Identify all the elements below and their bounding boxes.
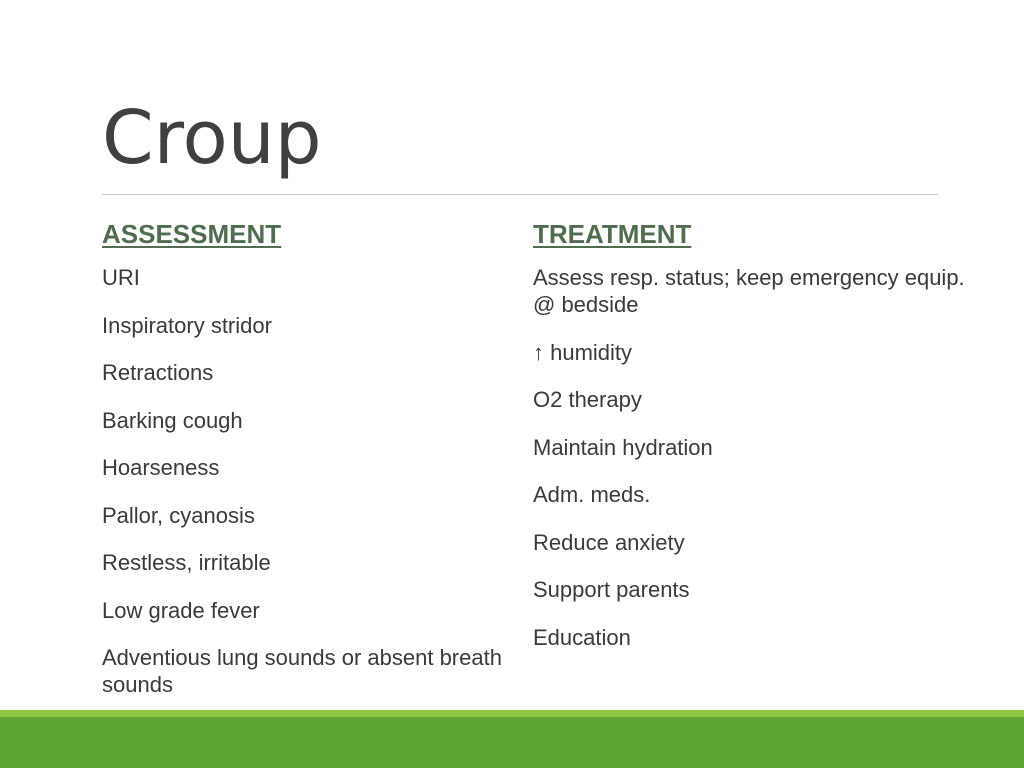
treatment-heading: TREATMENT [533, 219, 692, 249]
treatment-item-education: Education [533, 624, 631, 650]
assessment-item-hoarseness: Hoarseness [102, 455, 220, 480]
assessment-item-retractions: Retractions [102, 360, 214, 385]
treatment-item-maintain-hydration: Maintain hydration [533, 434, 713, 460]
title-divider [102, 194, 938, 195]
treatment-item-o2-therapy: O2 therapy [533, 387, 642, 412]
treatment-item-assess-resp-status: Assess resp. status; keep emergency equip. @ bedside [533, 265, 965, 317]
treatment-list [533, 264, 973, 651]
treatment-item-reduce-anxiety: Reduce anxiety [533, 529, 685, 555]
footer-band-light [0, 710, 1024, 717]
assessment-item-lung-sounds: Adventious lung sounds or absent breath sounds [102, 645, 502, 697]
assessment-heading: ASSESSMENT [102, 219, 282, 249]
assessment-list [102, 264, 502, 698]
assessment-item-restless-irritable: Restless, irritable [102, 550, 271, 575]
treatment-item-adm-meds: Adm. meds. [533, 482, 651, 507]
assessment-item-barking-cough: Barking cough [102, 407, 243, 433]
assessment-item-pallor-cyanosis: Pallor, cyanosis [102, 502, 255, 528]
assessment-item-uri: URI [102, 265, 140, 290]
treatment-column [533, 216, 973, 671]
footer-band-dark [0, 717, 1024, 768]
treatment-item-support-parents: Support parents [533, 577, 690, 602]
assessment-column [102, 216, 502, 719]
assessment-item-low-grade-fever: Low grade fever [102, 597, 260, 623]
slide-title: Croup [102, 95, 322, 181]
assessment-item-inspiratory-stridor: Inspiratory stridor [102, 312, 272, 338]
treatment-item-humidity: ↑ humidity [533, 339, 633, 365]
